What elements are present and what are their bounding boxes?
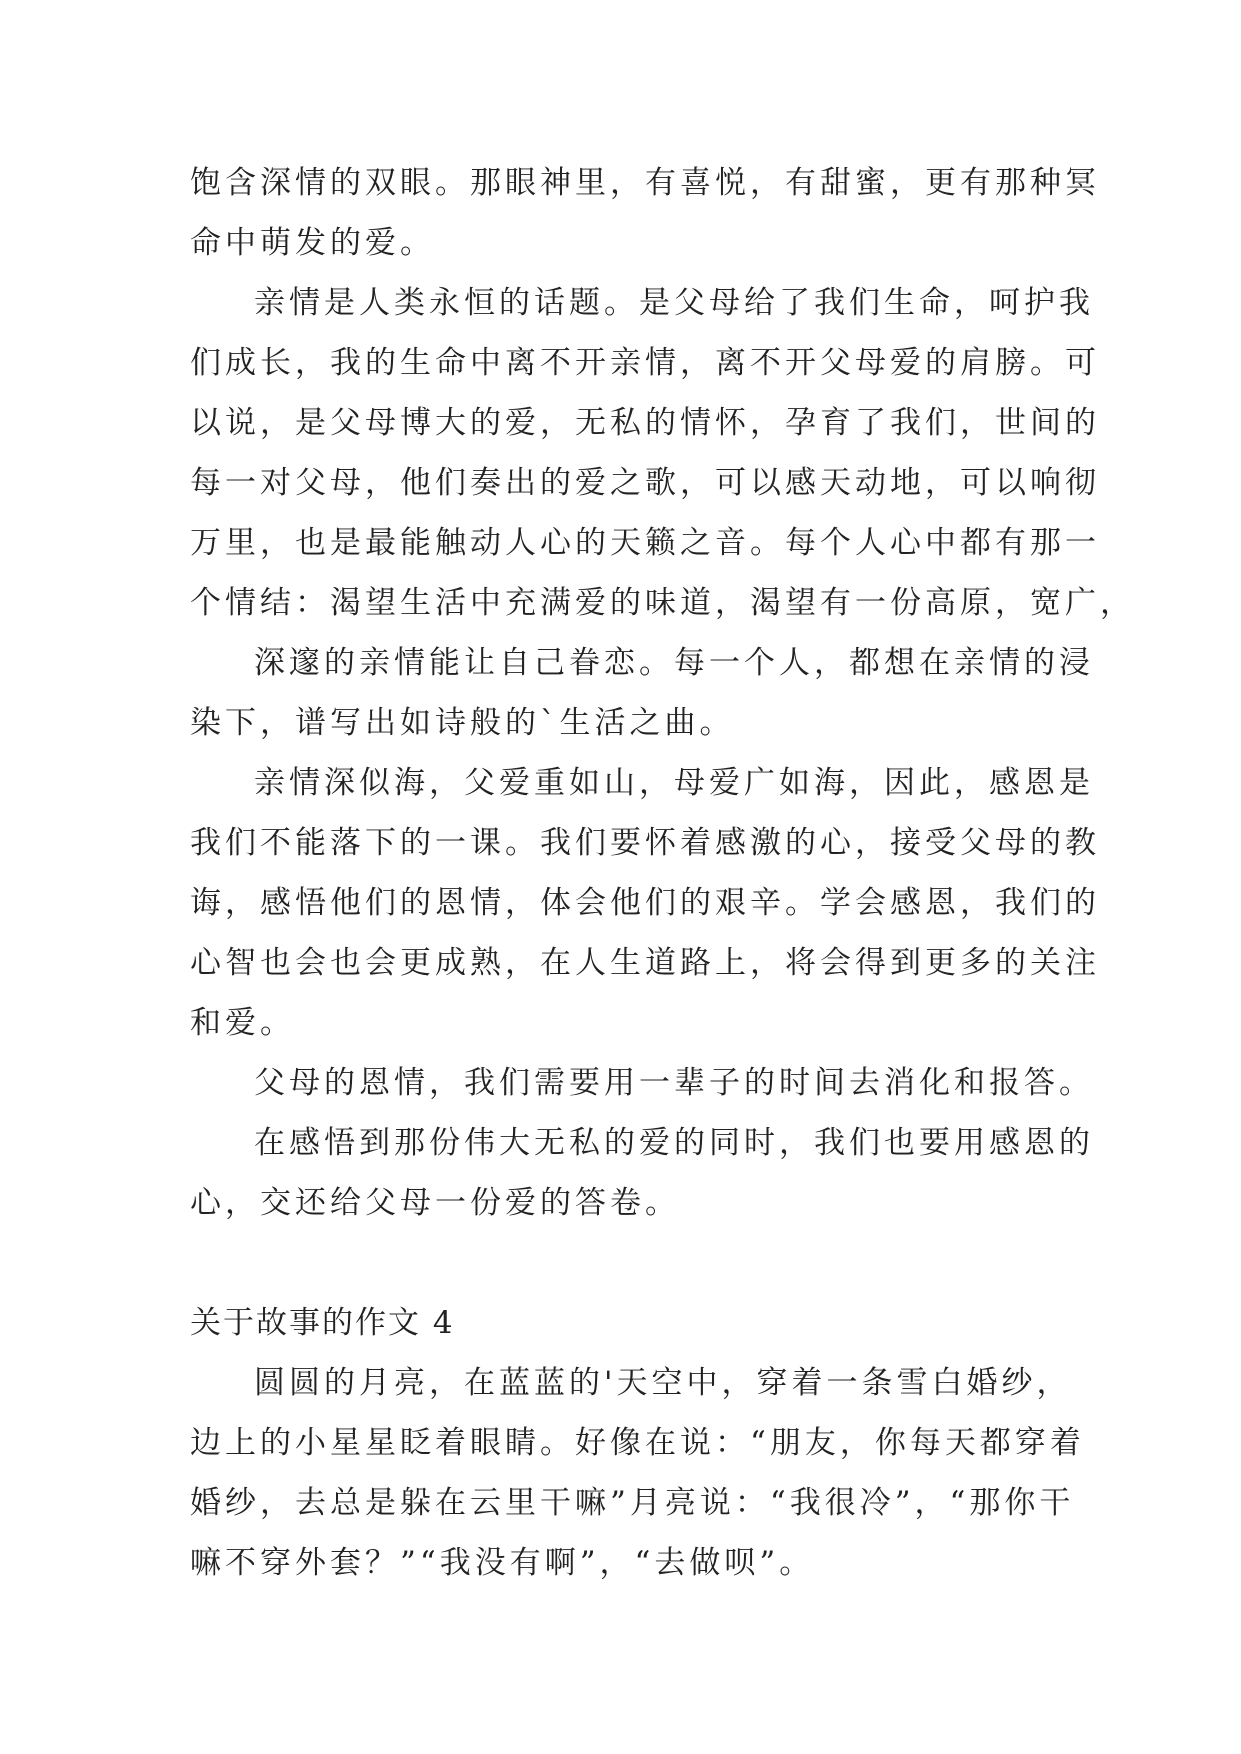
paragraph-first-line: 亲情是人类永恒的话题。是父母给了我们生命，呵护我 [254, 285, 1094, 321]
text-line: 命中萌发的爱。 [190, 225, 435, 261]
text-line: 婚纱，去总是躲在云里干嘛”月亮说：“我很冷”，“那你干 [190, 1485, 1075, 1521]
text-line: 们成长，我的生命中离不开亲情，离不开父母爱的肩膀。可 [190, 345, 1100, 381]
text-line: 心智也会也会更成熟，在人生道路上，将会得到更多的关注 [190, 945, 1100, 981]
paragraph-first-line: 圆圆的月亮，在蓝蓝的'天空中，穿着一条雪白婚纱， [254, 1365, 1072, 1401]
paragraph-first-line: 深邃的亲情能让自己眷恋。每一个人，都想在亲情的浸 [254, 645, 1094, 681]
text-line: 心，交还给父母一份爱的答卷。 [190, 1185, 680, 1221]
text-line: 饱含深情的双眼。那眼神里，有喜悦，有甜蜜，更有那种冥 [190, 165, 1100, 201]
text-line: 我们不能落下的一课。我们要怀着感激的心，接受父母的教 [190, 825, 1100, 861]
text-line: 以说，是父母博大的爱，无私的情怀，孕育了我们，世间的 [190, 405, 1100, 441]
text-line: 万里，也是最能触动人心的天籁之音。每个人心中都有那一 [190, 525, 1100, 561]
text-line: 染下，谱写出如诗般的`生活之曲。 [190, 705, 735, 741]
section-heading: 关于故事的作文 4 [190, 1305, 455, 1341]
text-line: 诲，感悟他们的恩情，体会他们的艰辛。学会感恩，我们的 [190, 885, 1100, 921]
paragraph-first-line: 亲情深似海，父爱重如山，母爱广如海，因此，感恩是 [254, 765, 1094, 801]
text-line: 边上的小星星眨着眼睛。好像在说：“朋友，你每天都穿着 [190, 1425, 1085, 1461]
paragraph-first-line: 在感悟到那份伟大无私的爱的同时，我们也要用感恩的 [254, 1125, 1094, 1161]
text-line: 和爱。 [190, 1005, 295, 1041]
text-line: 每一对父母，他们奏出的爱之歌，可以感天动地，可以响彻 [190, 465, 1100, 501]
text-line: 个情结：渴望生活中充满爱的味道，渴望有一份高原，宽广， [190, 585, 1135, 621]
text-line: 嘛不穿外套？”“我没有啊”，“去做呗”。 [190, 1545, 815, 1581]
paragraph-first-line: 父母的恩情，我们需要用一辈子的时间去消化和报答。 [254, 1065, 1094, 1101]
